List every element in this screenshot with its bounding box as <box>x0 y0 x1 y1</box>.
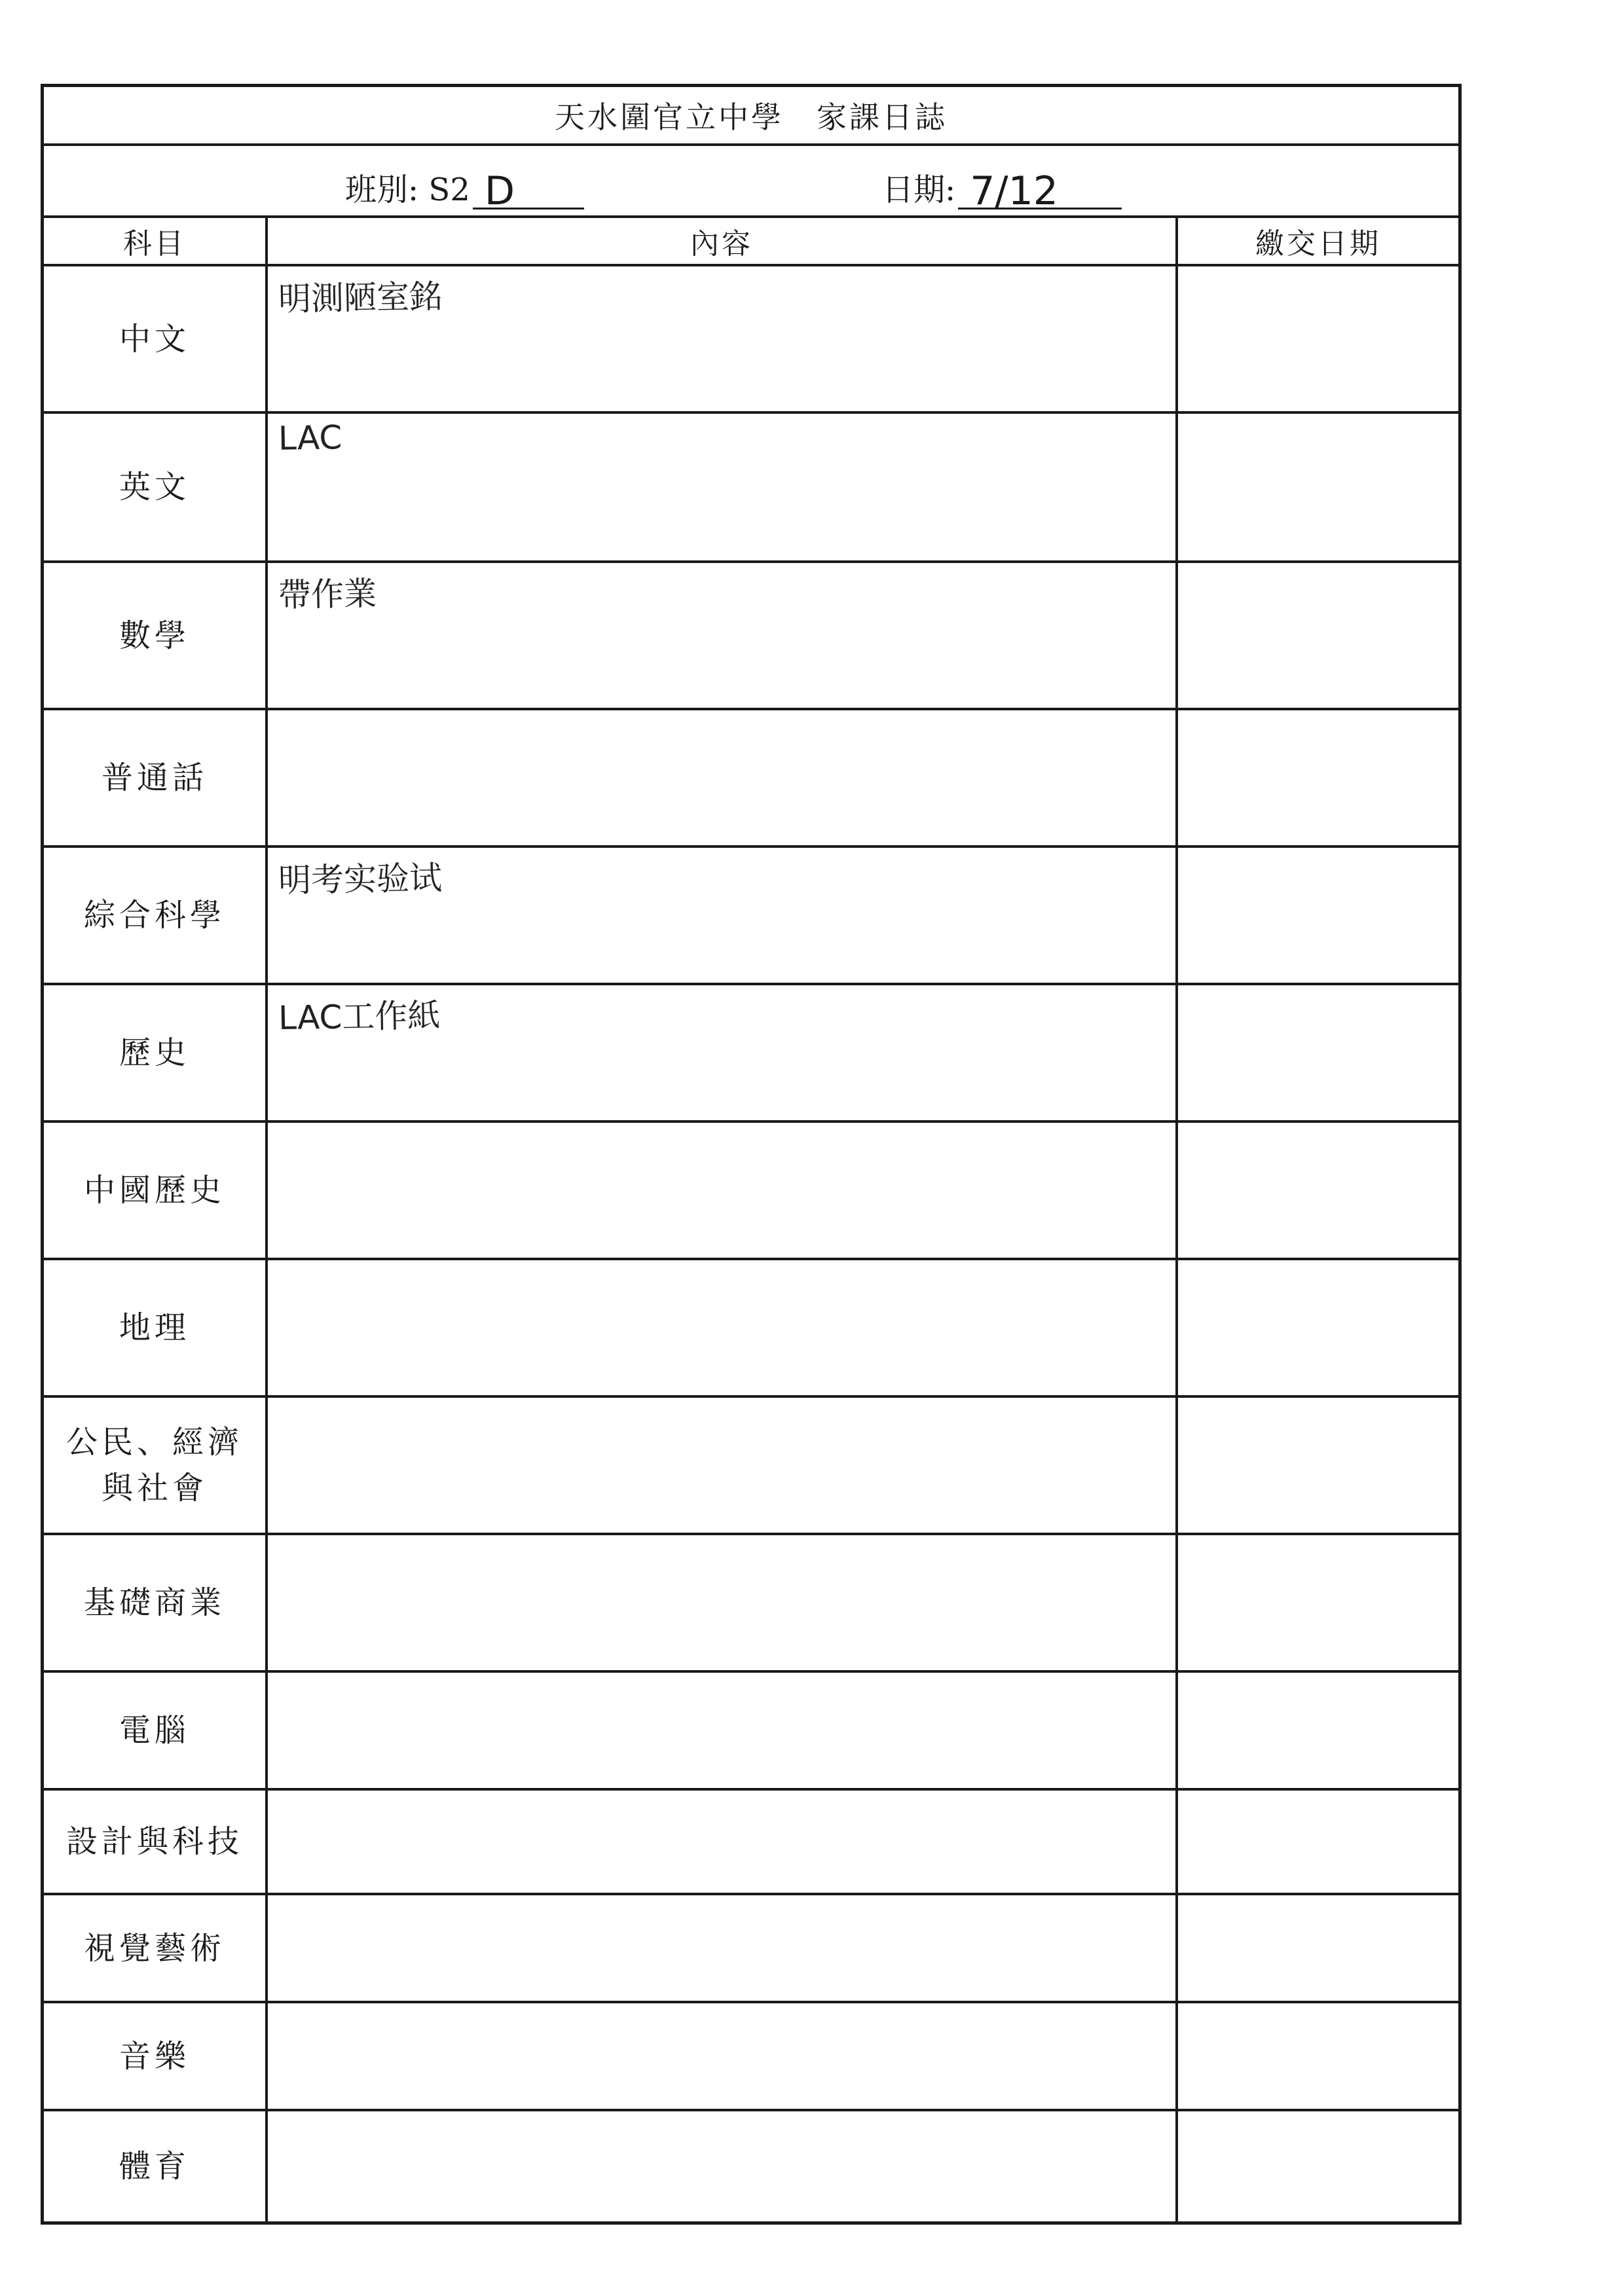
header-content: 內容 <box>267 218 1177 265</box>
due-date-cell <box>1177 2002 1458 2110</box>
subject-cell: 體育 <box>44 2110 267 2221</box>
subject-cell: 地理 <box>44 1259 267 1396</box>
subject-cell: 普通話 <box>44 709 267 847</box>
class-date-row <box>44 146 1458 218</box>
subject-cell: 公民、經濟 與社會 <box>44 1396 267 1534</box>
subject-cell: 電腦 <box>44 1671 267 1789</box>
content-cell <box>267 1534 1177 1671</box>
content-text: LAC工作紙 <box>278 996 441 1038</box>
content-text: 帶作業 <box>278 574 377 615</box>
due-date-cell <box>1177 1671 1458 1789</box>
due-date-cell <box>1177 1534 1458 1671</box>
subject-cell: 英文 <box>44 412 267 562</box>
content-cell <box>267 1894 1177 2002</box>
content-cell <box>267 1671 1177 1789</box>
subject-cell: 設計與科技 <box>44 1789 267 1894</box>
subject-cell: 音樂 <box>44 2002 267 2110</box>
due-date-cell <box>1177 1894 1458 2002</box>
table-row <box>44 709 1458 847</box>
homework-table <box>44 218 1458 2221</box>
date-field <box>882 164 1122 214</box>
class-field <box>345 164 584 214</box>
content-cell <box>267 847 1177 984</box>
subject-cell: 綜合科學 <box>44 847 267 984</box>
table-row <box>44 847 1458 984</box>
table-row <box>44 1534 1458 1671</box>
table-row <box>44 1121 1458 1259</box>
due-date-cell <box>1177 847 1458 984</box>
subject-cell: 中文 <box>44 265 267 412</box>
content-cell <box>267 1121 1177 1259</box>
table-row <box>44 1894 1458 2002</box>
content-cell <box>267 412 1177 562</box>
table-row <box>44 562 1458 709</box>
table-row <box>44 1789 1458 1894</box>
homework-log-form <box>41 84 1462 2225</box>
header-due-date: 繳交日期 <box>1177 218 1458 265</box>
content-cell <box>267 1396 1177 1534</box>
subject-cell: 基礎商業 <box>44 1534 267 1671</box>
due-date-cell <box>1177 1259 1458 1396</box>
class-label: 班別: S2 <box>345 172 470 208</box>
due-date-cell <box>1177 984 1458 1121</box>
due-date-cell <box>1177 1121 1458 1259</box>
table-row <box>44 984 1458 1121</box>
form-title: 天水圍官立中學 家課日誌 <box>44 87 1458 146</box>
subject-cell: 視覺藝術 <box>44 1894 267 2002</box>
due-date-cell <box>1177 265 1458 412</box>
due-date-cell <box>1177 412 1458 562</box>
date-label: 日期: <box>882 172 956 208</box>
content-text: 明測陋室銘 <box>278 277 443 319</box>
table-row <box>44 412 1458 562</box>
content-cell <box>267 984 1177 1121</box>
content-cell <box>267 2002 1177 2110</box>
table-row <box>44 265 1458 412</box>
table-row <box>44 1671 1458 1789</box>
content-cell <box>267 709 1177 847</box>
content-cell <box>267 1259 1177 1396</box>
table-row <box>44 2110 1458 2221</box>
subject-cell: 中國歷史 <box>44 1121 267 1259</box>
table-header-row <box>44 218 1458 265</box>
due-date-cell <box>1177 1789 1458 1894</box>
table-row <box>44 1396 1458 1534</box>
subject-cell: 數學 <box>44 562 267 709</box>
content-text: 明考实验试 <box>278 858 443 900</box>
due-date-cell <box>1177 2110 1458 2221</box>
class-value: D <box>473 173 584 210</box>
table-row <box>44 1259 1458 1396</box>
content-cell <box>267 1789 1177 1894</box>
content-cell <box>267 265 1177 412</box>
subject-cell: 歷史 <box>44 984 267 1121</box>
content-cell <box>267 2110 1177 2221</box>
header-subject: 科目 <box>44 218 267 265</box>
content-text: LAC <box>278 418 342 458</box>
due-date-cell <box>1177 709 1458 847</box>
due-date-cell <box>1177 1396 1458 1534</box>
table-row <box>44 2002 1458 2110</box>
content-cell <box>267 562 1177 709</box>
date-value: 7/12 <box>958 173 1122 210</box>
due-date-cell <box>1177 562 1458 709</box>
